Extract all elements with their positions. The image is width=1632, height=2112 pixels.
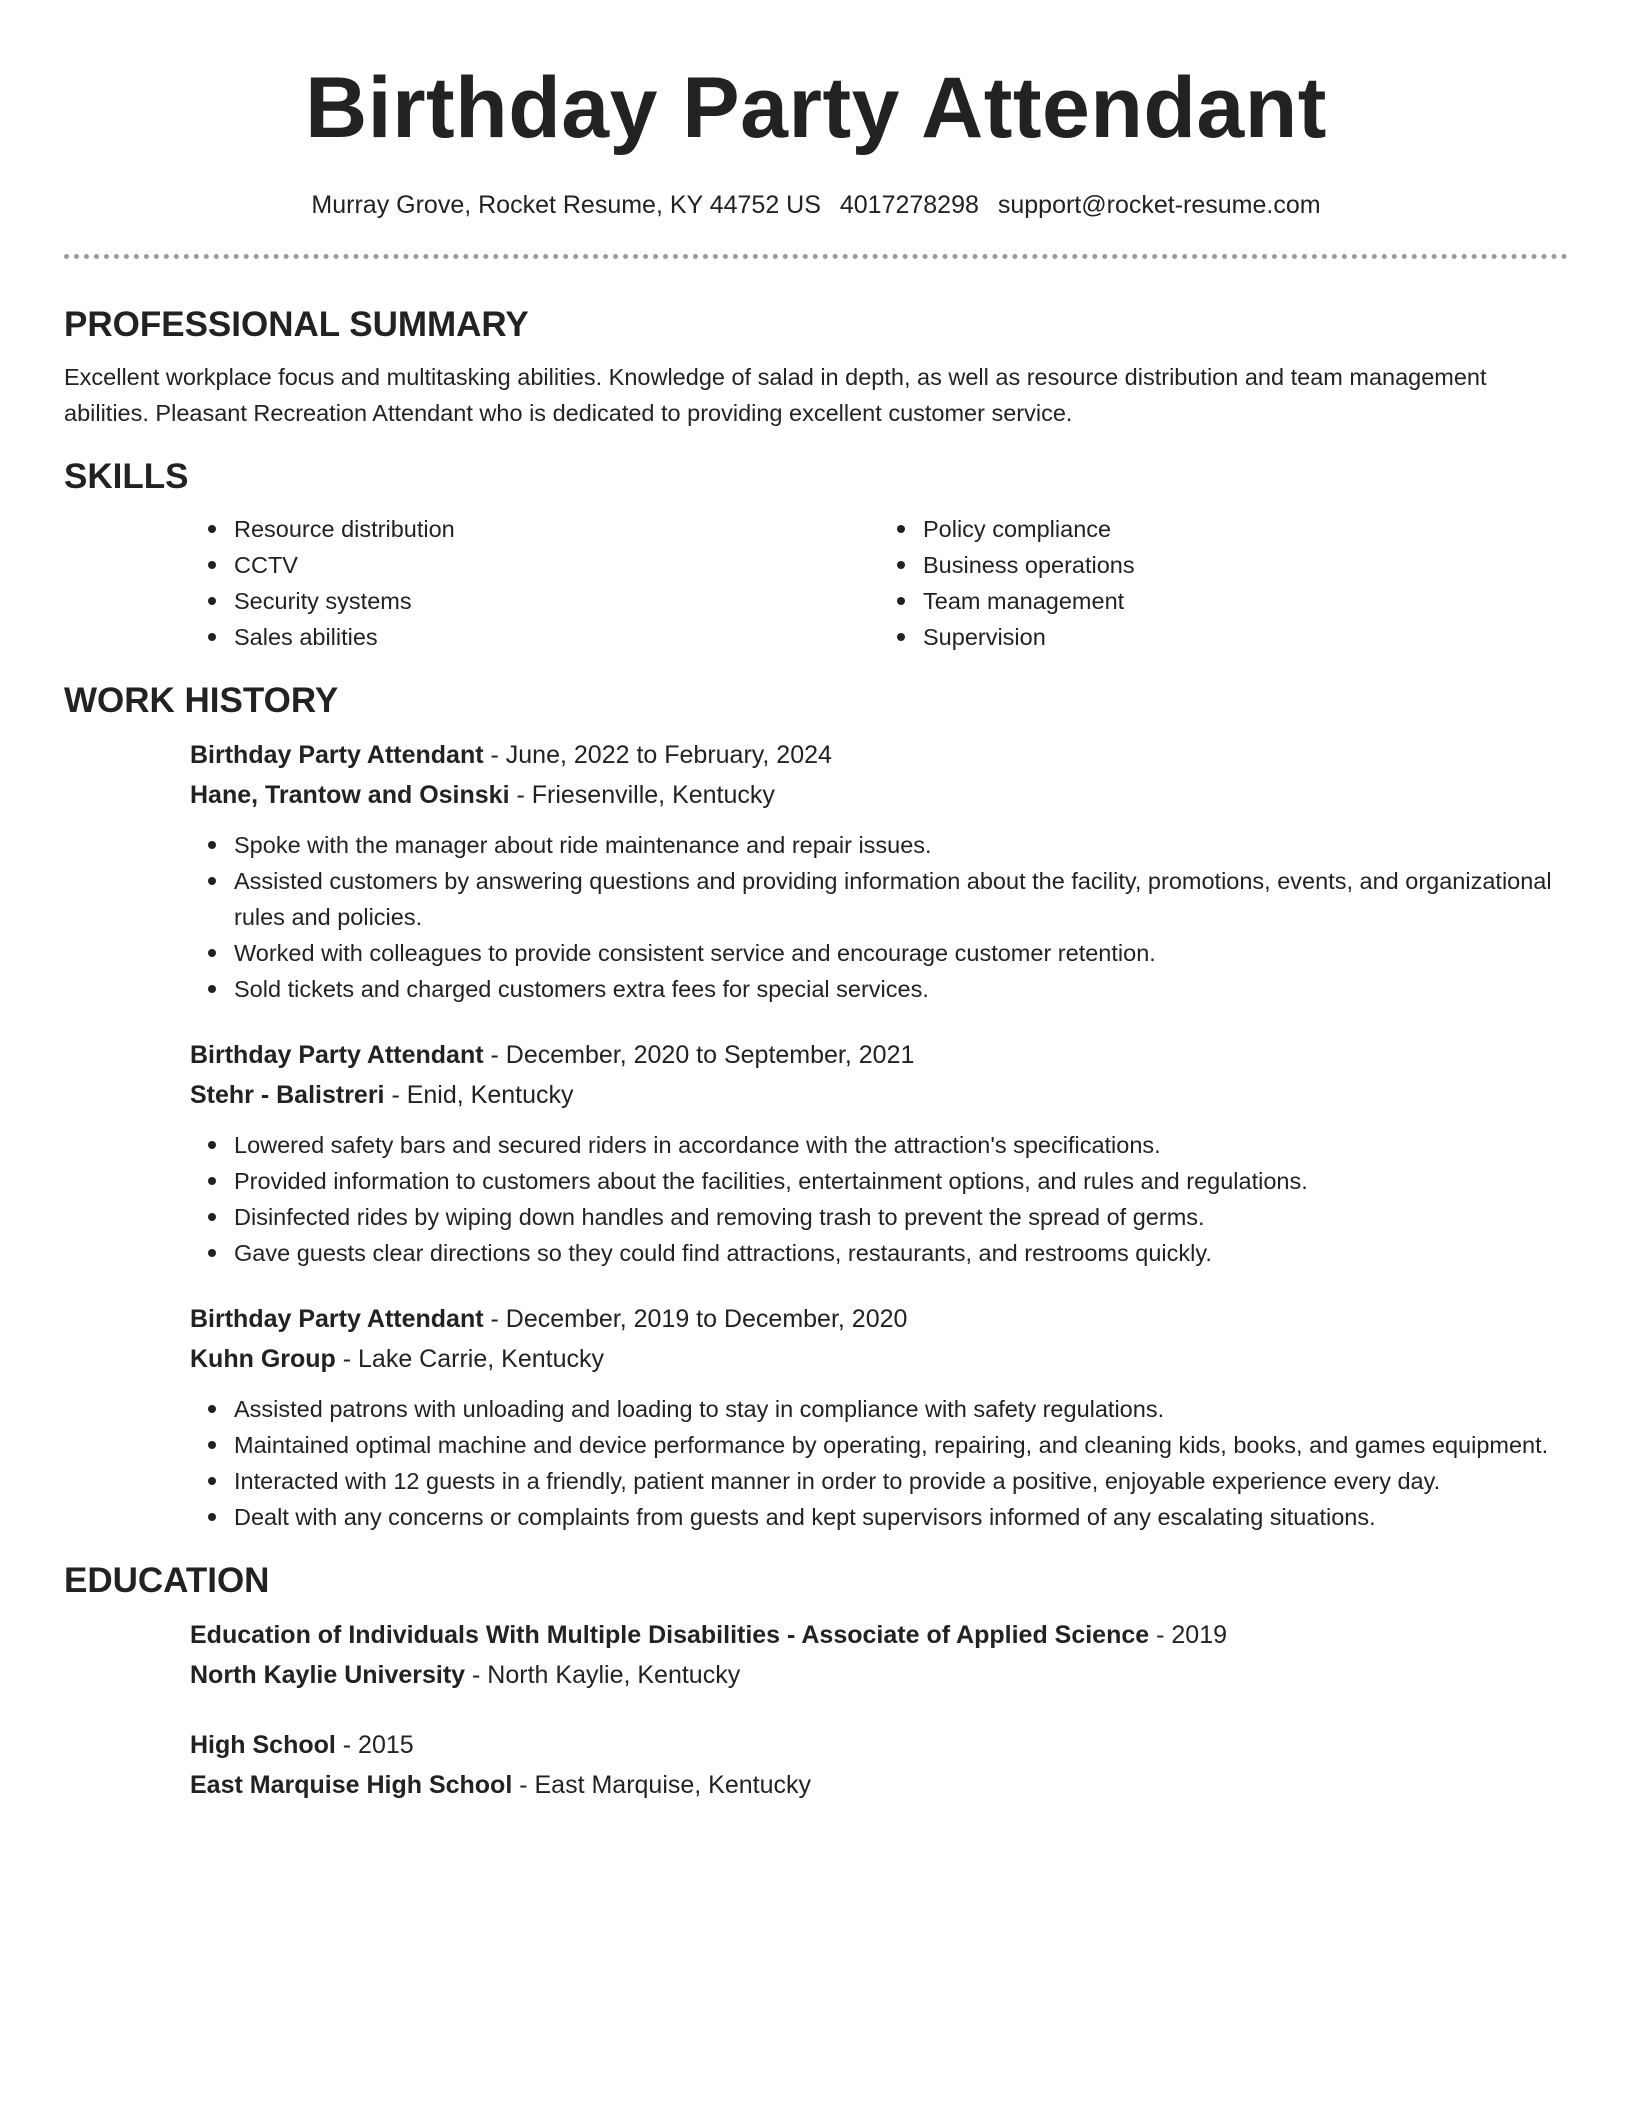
job-duty: Dealt with any concerns or complaints from guests and kept supervisors informed of any escalating situations. xyxy=(234,1499,1568,1535)
contact-line xyxy=(64,190,1568,220)
job-duty: Worked with colleagues to provide consistent service and encourage customer retention. xyxy=(234,935,1568,971)
work-history-heading: WORK HISTORY xyxy=(64,681,339,720)
job-duty: Assisted patrons with unloading and loading to stay in compliance with safety regulations. xyxy=(234,1391,1568,1427)
header-divider xyxy=(64,254,1568,259)
contact-phone: 4017278298 xyxy=(839,191,979,219)
job-location: - Enid, Kentucky xyxy=(384,1081,574,1109)
education-school: North Kaylie University xyxy=(190,1661,466,1689)
job-title-line xyxy=(190,1035,1568,1075)
job-dates: - December, 2019 to December, 2020 xyxy=(483,1305,908,1333)
skill-item: Team management xyxy=(923,583,1568,619)
job-dates: - December, 2020 to September, 2021 xyxy=(483,1041,915,1069)
job-role: Birthday Party Attendant xyxy=(190,1305,484,1333)
job-dates: - June, 2022 to February, 2024 xyxy=(483,741,832,769)
education-year: - 2019 xyxy=(1149,1621,1228,1649)
job-duty: Provided information to customers about the facilities, entertainment options, and rules and regulations. xyxy=(234,1163,1568,1199)
job-duties xyxy=(190,1391,1568,1535)
job-duty: Maintained optimal machine and device performance by operating, repairing, and cleaning kids, books, and games equipment. xyxy=(234,1427,1568,1463)
job-company-line xyxy=(190,775,1568,815)
job-duty: Gave guests clear directions so they could find attractions, restaurants, and restrooms quickly. xyxy=(234,1235,1568,1271)
education-entry xyxy=(190,1725,1568,1805)
job-company-line xyxy=(190,1339,1568,1379)
skill-item: Resource distribution xyxy=(234,511,879,547)
resume-page xyxy=(64,0,1568,1805)
education-location: - East Marquise, Kentucky xyxy=(512,1771,812,1799)
job-duty: Spoke with the manager about ride maintenance and repair issues. xyxy=(234,827,1568,863)
skill-item: Sales abilities xyxy=(234,619,879,655)
skills-heading: SKILLS xyxy=(64,457,189,496)
education-heading: EDUCATION xyxy=(64,1561,270,1600)
job-company: Stehr - Balistreri xyxy=(190,1081,385,1109)
skill-item: Policy compliance xyxy=(923,511,1568,547)
job-company: Kuhn Group xyxy=(190,1345,336,1373)
education-school: East Marquise High School xyxy=(190,1771,513,1799)
contact-address: Murray Grove, Rocket Resume, KY 44752 US xyxy=(311,191,821,219)
summary-heading: PROFESSIONAL SUMMARY xyxy=(64,305,529,344)
job-role: Birthday Party Attendant xyxy=(190,741,484,769)
skills-list xyxy=(190,511,1568,655)
education-degree-line xyxy=(190,1725,1568,1765)
job-entry xyxy=(190,1035,1568,1271)
job-duty: Interacted with 12 guests in a friendly, patient manner in order to provide a positive, enjoyable experience every day. xyxy=(234,1463,1568,1499)
job-company-line xyxy=(190,1075,1568,1115)
contact-email: support@rocket-resume.com xyxy=(997,191,1321,219)
job-entry xyxy=(190,735,1568,1007)
education-entry xyxy=(190,1615,1568,1695)
education-degree-line xyxy=(190,1615,1568,1655)
education-degree: High School xyxy=(190,1731,336,1759)
job-role: Birthday Party Attendant xyxy=(190,1041,484,1069)
education-degree: Education of Individuals With Multiple Disabilities - Associate of Applied Science xyxy=(190,1621,1150,1649)
job-duties xyxy=(190,827,1568,1007)
summary-text: Excellent workplace focus and multitasking abilities. Knowledge of salad in depth, as well as resource distribution and team management abilities. Pleasant Recreation Attendant who is dedicated to providing excellent customer service. xyxy=(64,364,1487,426)
education-school-line xyxy=(190,1655,1568,1695)
job-title-line xyxy=(190,1299,1568,1339)
job-duty: Lowered safety bars and secured riders in accordance with the attraction's specifications. xyxy=(234,1127,1568,1163)
education-location: - North Kaylie, Kentucky xyxy=(465,1661,741,1689)
job-location: - Lake Carrie, Kentucky xyxy=(335,1345,604,1373)
job-entry xyxy=(190,1299,1568,1535)
job-duty: Disinfected rides by wiping down handles and removing trash to prevent the spread of germs. xyxy=(234,1199,1568,1235)
skill-item: CCTV xyxy=(234,547,879,583)
education-school-line xyxy=(190,1765,1568,1805)
job-company: Hane, Trantow and Osinski xyxy=(190,781,510,809)
skills-column-right xyxy=(879,511,1568,655)
skill-item: Business operations xyxy=(923,547,1568,583)
job-duty: Assisted customers by answering questions and providing information about the facility, promotions, events, and organizational rules and policies. xyxy=(234,863,1568,935)
resume-name: Birthday Party Attendant xyxy=(305,60,1327,156)
skills-column-left xyxy=(190,511,879,655)
job-duty: Sold tickets and charged customers extra fees for special services. xyxy=(234,971,1568,1007)
job-duties xyxy=(190,1127,1568,1271)
skill-item: Supervision xyxy=(923,619,1568,655)
job-location: - Friesenville, Kentucky xyxy=(509,781,775,809)
education-year: - 2015 xyxy=(335,1731,414,1759)
skill-item: Security systems xyxy=(234,583,879,619)
job-title-line xyxy=(190,735,1568,775)
